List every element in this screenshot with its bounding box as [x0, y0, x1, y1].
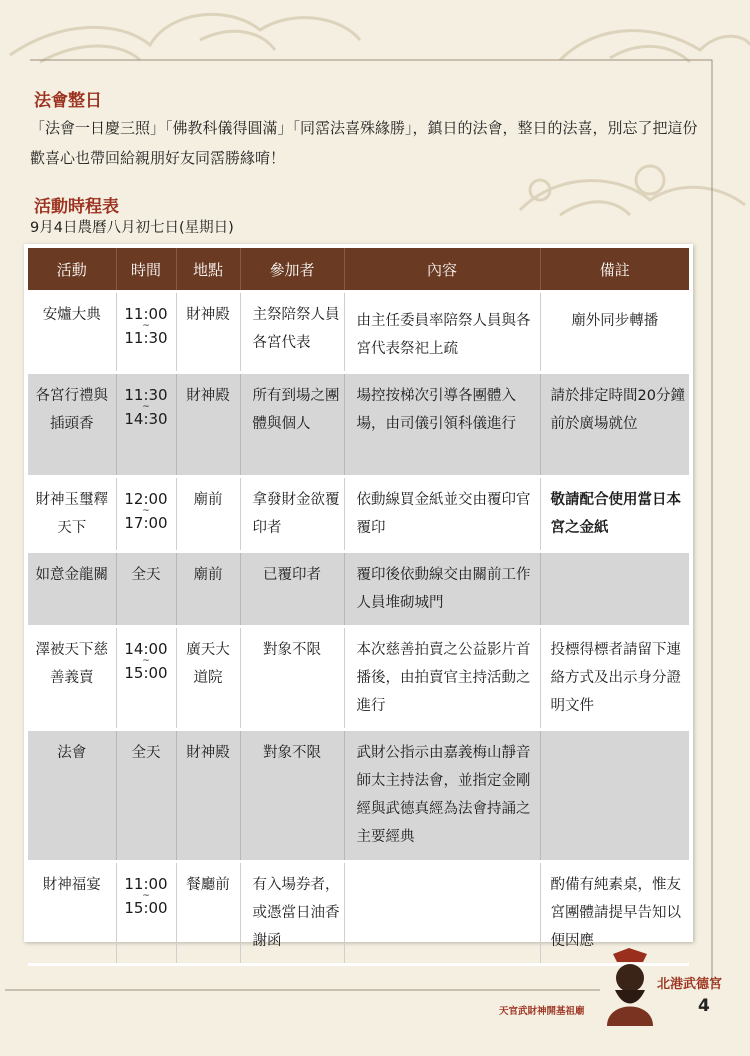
- tilde-icon: ~: [142, 321, 150, 331]
- schedule-date: 9月4日農曆八月初七日(星期日): [30, 220, 234, 236]
- cell-content: 本次慈善拍賣之公益影片首播後，由拍賣官主持活動之進行: [344, 627, 540, 730]
- cell-activity: 如意金龍關: [28, 552, 116, 627]
- page-number: 4: [698, 996, 710, 1016]
- cell-place: 財神殿: [176, 292, 240, 373]
- tilde-icon: ~: [142, 891, 150, 901]
- footer-temple-label: 天官武財神開基祖廟: [499, 1006, 585, 1017]
- cell-note: 敬請配合使用當日本宮之金紙: [540, 477, 689, 552]
- table-row: [28, 552, 689, 627]
- header-participants: 參加者: [240, 248, 344, 292]
- header-content: 內容: [344, 248, 540, 292]
- tilde-icon: ~: [142, 402, 150, 412]
- tilde-icon: ~: [142, 506, 150, 516]
- cell-participants: 對象不限: [240, 627, 344, 730]
- table-row: [28, 862, 689, 965]
- cell-activity: 安爐大典: [28, 292, 116, 373]
- cell-note: 廟外同步轉播: [540, 292, 689, 373]
- cell-place: 餐廳前: [176, 862, 240, 965]
- cell-place: 財神殿: [176, 730, 240, 862]
- table-row: [28, 477, 689, 552]
- time-end: 15:00: [124, 899, 168, 917]
- cell-activity: 澤被天下慈善義賣: [28, 627, 116, 730]
- header-place: 地點: [176, 248, 240, 292]
- cell-time: [116, 373, 176, 477]
- table-header-row: [28, 248, 689, 292]
- time-start: 11:30: [124, 386, 168, 404]
- temple-logo-icon: [595, 948, 723, 1028]
- cell-participants: 所有到場之團體與個人: [240, 373, 344, 477]
- section-title-ceremony: 法會整日: [34, 91, 102, 111]
- time-end: 11:30: [124, 329, 168, 347]
- time-end: 15:00: [124, 664, 168, 682]
- cell-content: 覆印後依動線交由關前工作人員堆砌城門: [344, 552, 540, 627]
- cell-content: 武財公指示由嘉義梅山靜音師太主持法會，並指定金剛經與武德真經為法會持誦之主要經典: [344, 730, 540, 862]
- table-row: [28, 373, 689, 477]
- time-start: 11:00: [124, 305, 168, 323]
- cell-time: 全天: [116, 730, 176, 862]
- header-time: 時間: [116, 248, 176, 292]
- time-start: 11:00: [124, 875, 168, 893]
- cell-note: [540, 552, 689, 627]
- cell-time: [116, 477, 176, 552]
- time-start: 12:00: [124, 490, 168, 508]
- cell-participants: 有入場券者，或憑當日油香謝函: [240, 862, 344, 965]
- cell-place: 財神殿: [176, 373, 240, 477]
- header-note: 備註: [540, 248, 689, 292]
- cell-time: [116, 292, 176, 373]
- cell-activity: 財神玉璽釋天下: [28, 477, 116, 552]
- cell-place: 廟前: [176, 477, 240, 552]
- cell-activity: 各宮行禮與插頭香: [28, 373, 116, 477]
- schedule-table-container: [24, 244, 693, 949]
- cell-activity: 法會: [28, 730, 116, 862]
- cell-participants: 主祭陪祭人員各宮代表: [240, 292, 344, 373]
- table-row: [28, 292, 689, 373]
- time-end: 14:30: [124, 410, 168, 428]
- cell-content: 由主任委員率陪祭人員與各宮代表祭祀上疏: [344, 292, 540, 373]
- cell-time: 全天: [116, 552, 176, 627]
- cell-note: [540, 730, 689, 862]
- cell-time: [116, 627, 176, 730]
- time-end: 17:00: [124, 514, 168, 532]
- cell-note: 投標得標者請留下連絡方式及出示身分證明文件: [540, 627, 689, 730]
- time-start: 14:00: [124, 640, 168, 658]
- cell-place: 廟前: [176, 552, 240, 627]
- cell-participants: 已覆印者: [240, 552, 344, 627]
- schedule-table: [28, 248, 689, 966]
- cell-time: [116, 862, 176, 965]
- cell-participants: 拿發財金欲覆印者: [240, 477, 344, 552]
- table-row: [28, 627, 689, 730]
- header-activity: 活動: [28, 248, 116, 292]
- tilde-icon: ~: [142, 656, 150, 666]
- cell-note: 請於排定時間20分鐘前於廣場就位: [540, 373, 689, 477]
- cell-place: 廣天大道院: [176, 627, 240, 730]
- cell-content: [344, 862, 540, 965]
- logo-text: 北港武德宮: [657, 977, 723, 992]
- section-title-schedule: 活動時程表: [34, 197, 119, 217]
- table-row: [28, 730, 689, 862]
- cell-participants: 對象不限: [240, 730, 344, 862]
- cell-activity: 財神福宴: [28, 862, 116, 965]
- cell-note: 酌備有純素桌，惟友宮團體請提早告知以便因應: [540, 862, 689, 965]
- cell-content: 依動線買金紙並交由覆印官覆印: [344, 477, 540, 552]
- intro-paragraph: 「法會一日慶三照」「佛教科儀得圓滿」「同霑法喜殊緣勝」，鎮日的法會，整日的法喜，別忘了把這份歡喜心也帶回給親朋好友同霑勝緣唷！: [30, 119, 698, 167]
- cell-content: 場控按梯次引導各團體入場，由司儀引領科儀進行: [344, 373, 540, 477]
